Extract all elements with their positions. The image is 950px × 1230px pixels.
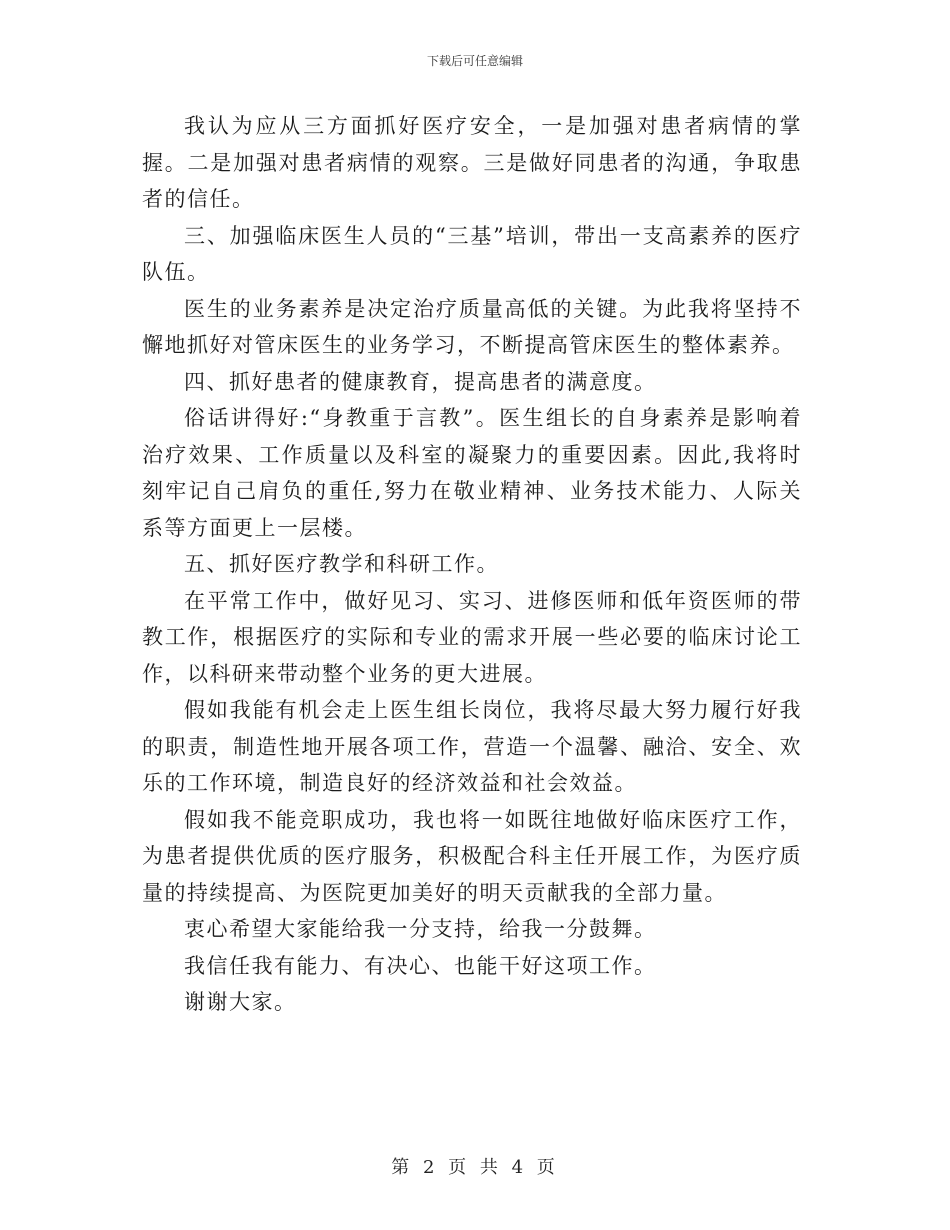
document-body <box>142 108 802 1021</box>
paragraph: 我信任我有能力、有决心、也能干好这项工作。 <box>184 953 657 978</box>
closing-line: 谢谢大家。 <box>184 990 297 1014</box>
section-heading: 五、抓好医疗教学和科研工作。 <box>184 552 499 576</box>
page-header: 下载后可任意编辑 <box>426 54 523 68</box>
paragraph: 医生的业务素养是决定治疗质量高低的关键。为此我将坚持不懈地抓好对管床医生的业务学习，不断提高管床医生的整体素养。 <box>142 296 802 357</box>
paragraph: 假如我能有机会走上医生组长岗位，我将尽最大努力履行好我的职责，制造性地开展各项工作，营造一个温馨、融洽、安全、欢乐的工作环境，制造良好的经济效益和社会效益。 <box>142 698 802 795</box>
section-heading: 四、抓好患者的健康教育，提高患者的满意度。 <box>184 369 657 394</box>
section-heading: 三、加强临床医生人员的“三基”培训，带出一支高素养的医疗队伍。 <box>142 223 802 284</box>
paragraph: 俗话讲得好:“身教重于言教”。医生组长的自身素养是影响着治疗效果、工作质量以及科室的凝聚力的重要因素。因此,我将时刻牢记自己肩负的重任,努力在敬业精神、业务技术能力、人际关系等方面更上一层楼。 <box>142 406 802 540</box>
paragraph: 衷心希望大家能给我一分支持，给我一分鼓舞。 <box>184 917 657 941</box>
paragraph: 我认为应从三方面抓好医疗安全，一是加强对患者病情的掌握。二是加强对患者病情的观察。三是做好同患者的沟通，争取患者的信任。 <box>142 114 802 211</box>
paragraph: 假如我不能竞职成功，我也将一如既往地做好临床医疗工作，为患者提供优质的医疗服务，积极配合科主任开展工作，为医疗质量的持续提高、为医院更加美好的明天贡献我的全部力量。 <box>142 807 802 905</box>
paragraph: 在平常工作中，做好见习、实习、进修医师和低年资医师的带教工作，根据医疗的实际和专业的需求开展一些必要的临床讨论工作，以科研来带动整个业务的更大进展。 <box>142 588 802 686</box>
page-number: 第 2 页 共 4 页 <box>391 1157 559 1178</box>
